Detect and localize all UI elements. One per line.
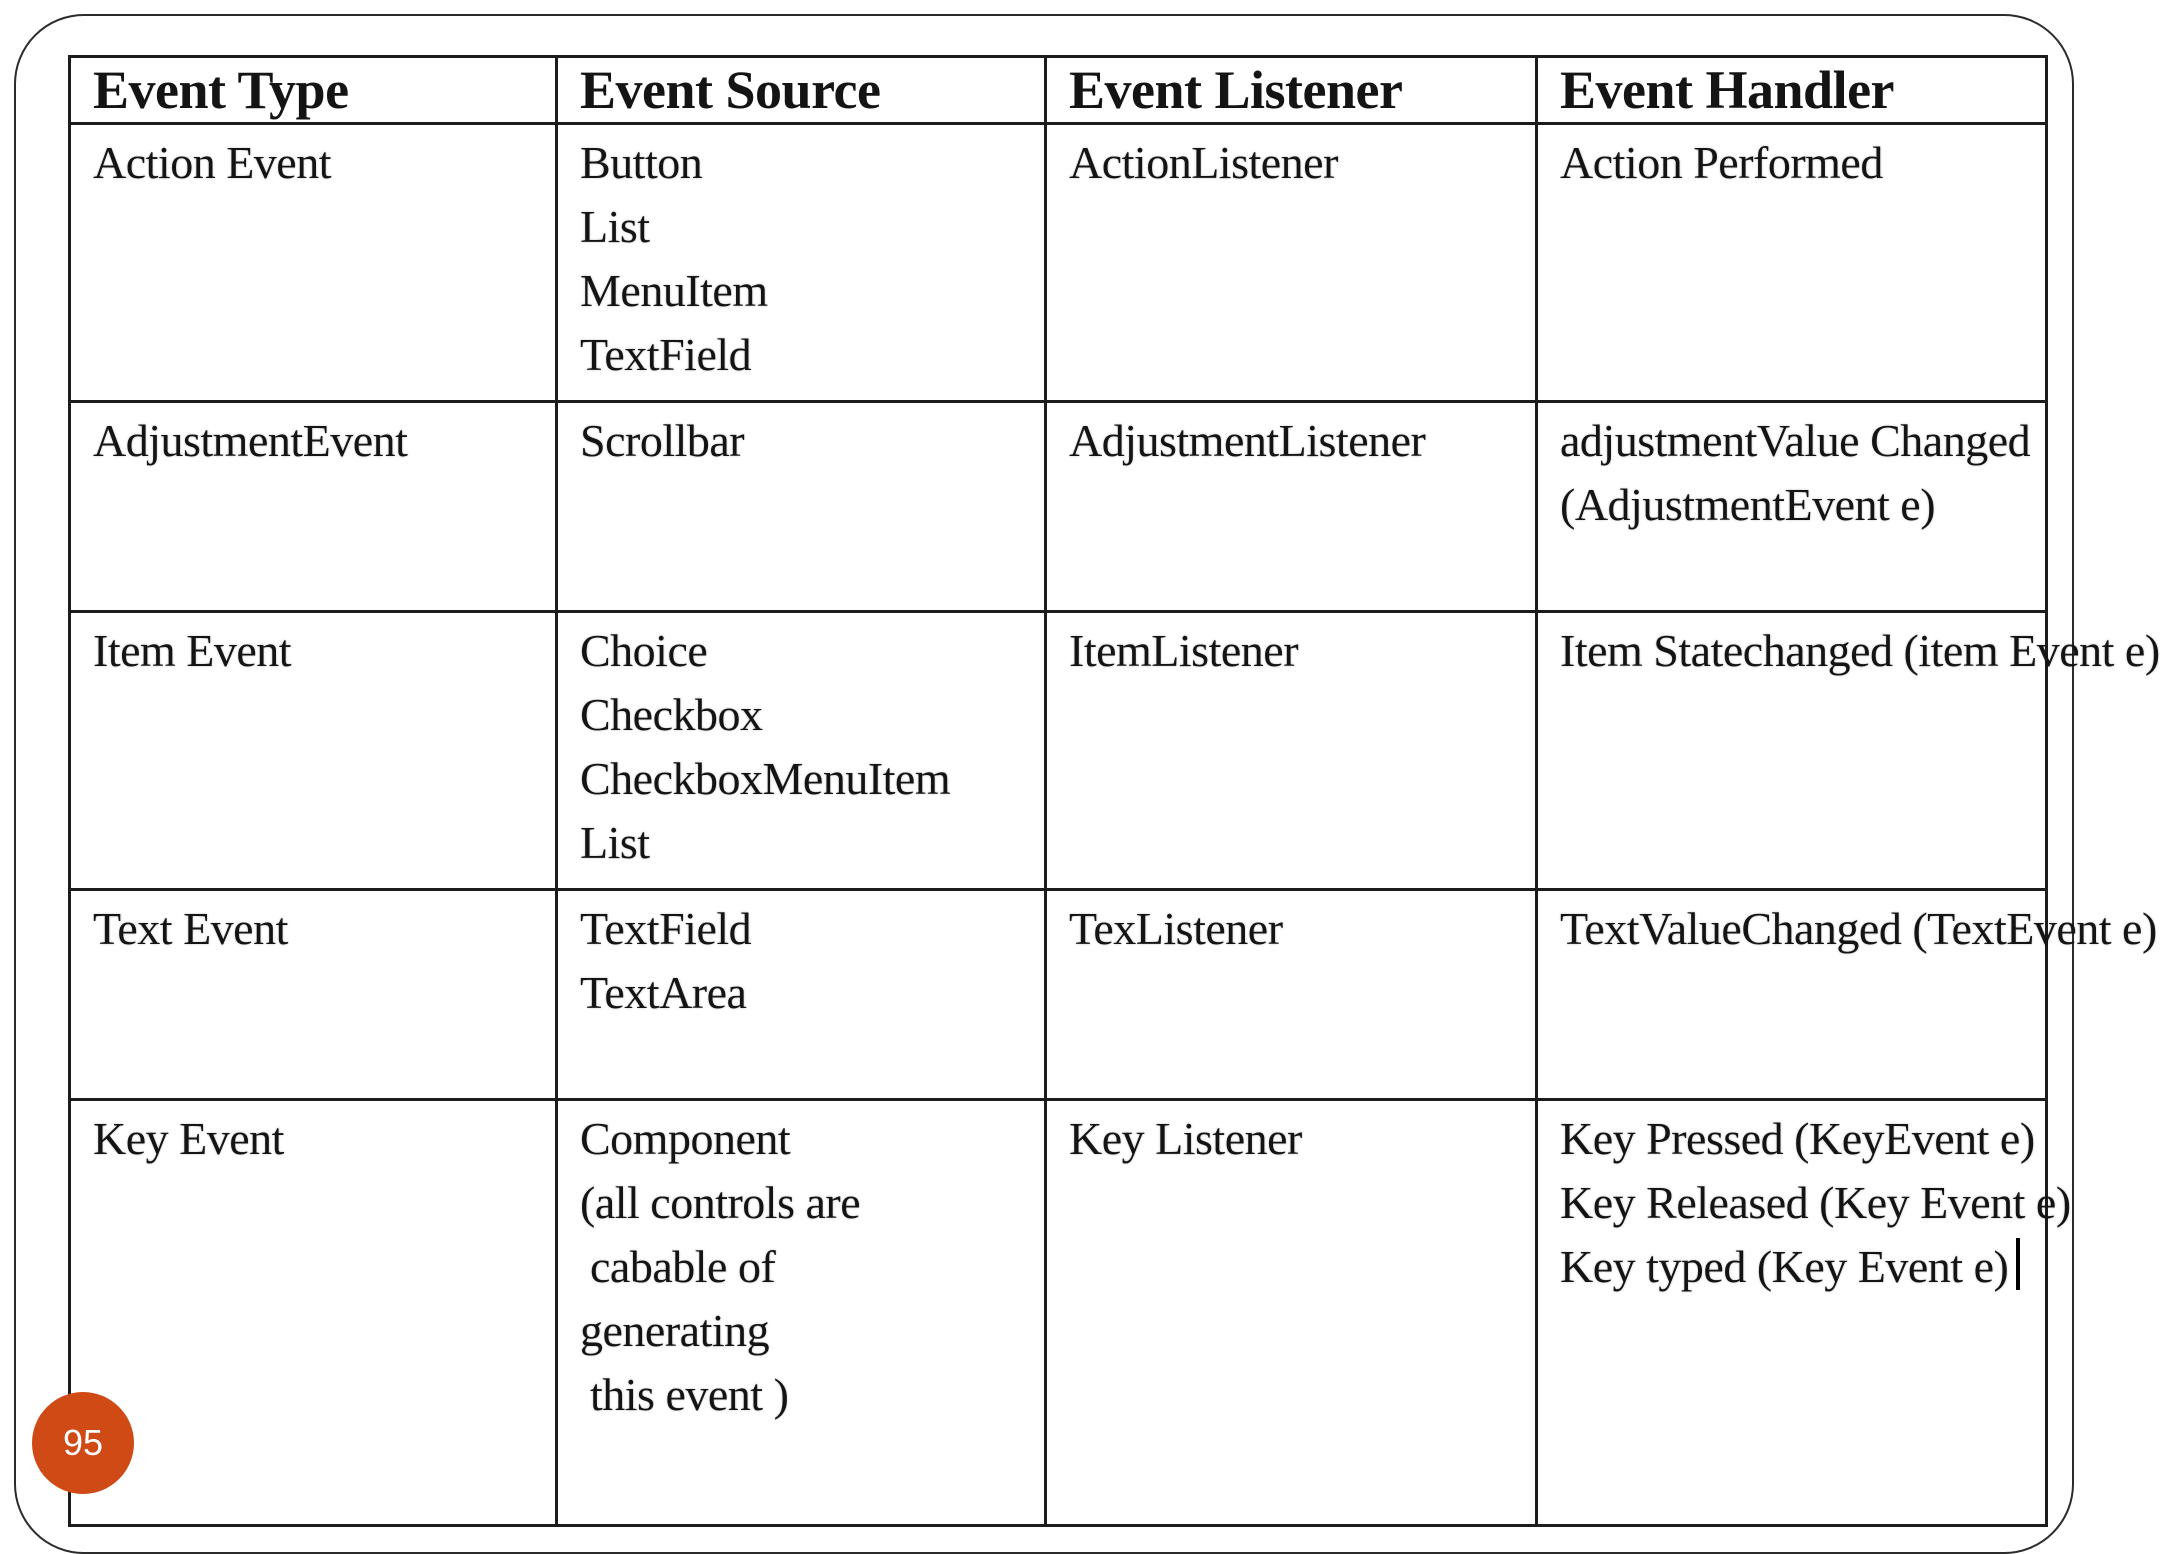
cell-event-source	[557, 890, 1046, 1100]
cell-line: Choice	[580, 625, 708, 676]
cell-event-source	[557, 612, 1046, 890]
header-event-handler: Event Handler	[1537, 57, 2047, 124]
cell-line: Item Statechanged (item Event e)	[1560, 625, 2160, 676]
cell-line: List	[580, 201, 650, 252]
cell-event-handler	[1537, 1100, 2071, 1526]
cell-event-listener	[1046, 612, 1537, 890]
cell-line: TextField	[580, 903, 752, 954]
slide-number: 95	[62, 1422, 104, 1463]
cell-line: Checkbox	[580, 689, 763, 740]
cell-line: cabable of	[590, 1241, 776, 1292]
cell-event-type	[70, 612, 557, 890]
header-event-type: Event Type	[70, 57, 557, 124]
cell-line: Scrollbar	[580, 415, 745, 466]
cell-line: Item Event	[93, 625, 292, 676]
cell-line: MenuItem	[580, 265, 768, 316]
table-header-row	[70, 57, 2047, 124]
text-cursor-caret	[2016, 1238, 2020, 1290]
cell-line: (all controls are	[580, 1177, 861, 1228]
table-row	[70, 890, 2047, 1100]
cell-line: Key Listener	[1069, 1113, 1302, 1164]
table-row	[70, 1100, 2047, 1526]
table-row	[70, 612, 2047, 890]
table-row	[70, 402, 2047, 612]
cell-line: Component	[580, 1113, 791, 1164]
cell-line: TextValueChanged (TextEvent e)	[1560, 903, 2157, 954]
cell-event-type	[70, 402, 557, 612]
cell-line: AdjustmentListener	[1069, 415, 1426, 466]
cell-event-type	[70, 1100, 557, 1526]
cell-event-listener	[1046, 124, 1537, 402]
cell-line: Text Event	[93, 903, 288, 954]
cell-line: ItemListener	[1069, 625, 1299, 676]
cell-event-listener	[1046, 890, 1537, 1100]
cell-line: TexListener	[1069, 903, 1283, 954]
cell-event-source	[557, 1100, 1046, 1526]
cell-event-handler	[1537, 124, 2047, 402]
cell-line: ActionListener	[1069, 137, 1338, 188]
cell-line-text: Key typed (Key Event e)	[1560, 1241, 2009, 1292]
event-table	[68, 55, 2160, 1527]
cell-event-listener	[1046, 402, 1537, 612]
cell-line: Key Event	[93, 1113, 284, 1164]
cell-line: (AdjustmentEvent e)	[1560, 479, 1936, 530]
cell-line: Key Released (Key Event e)	[1560, 1177, 2071, 1228]
cell-event-handler	[1537, 890, 2157, 1100]
cell-line: Action Performed	[1560, 137, 1883, 188]
event-table-container	[68, 55, 2160, 1527]
cell-line: generating	[580, 1305, 770, 1356]
cell-line: List	[580, 817, 650, 868]
cell-event-type	[70, 890, 557, 1100]
cell-event-listener	[1046, 1100, 1537, 1526]
cell-line: TextArea	[580, 967, 747, 1018]
cell-line: TextField	[580, 329, 752, 380]
table-row	[70, 124, 2047, 402]
header-event-listener: Event Listener	[1046, 57, 1537, 124]
cell-line: CheckboxMenuItem	[580, 753, 951, 804]
cell-event-handler	[1537, 402, 2047, 612]
cell-event-handler	[1537, 612, 2160, 890]
cell-line: this event )	[590, 1369, 789, 1420]
cell-line: Button	[580, 137, 703, 188]
cell-line: AdjustmentEvent	[93, 415, 408, 466]
header-event-source: Event Source	[557, 57, 1046, 124]
cell-line: Action Event	[93, 137, 331, 188]
cell-line-with-caret	[1560, 1235, 2023, 1299]
cell-line: Key Pressed (KeyEvent e)	[1560, 1113, 2035, 1164]
cell-event-source	[557, 124, 1046, 402]
cell-line: adjustmentValue Changed	[1560, 415, 2031, 466]
cell-event-type	[70, 124, 557, 402]
cell-event-source	[557, 402, 1046, 612]
slide-number-badge	[32, 1392, 134, 1494]
